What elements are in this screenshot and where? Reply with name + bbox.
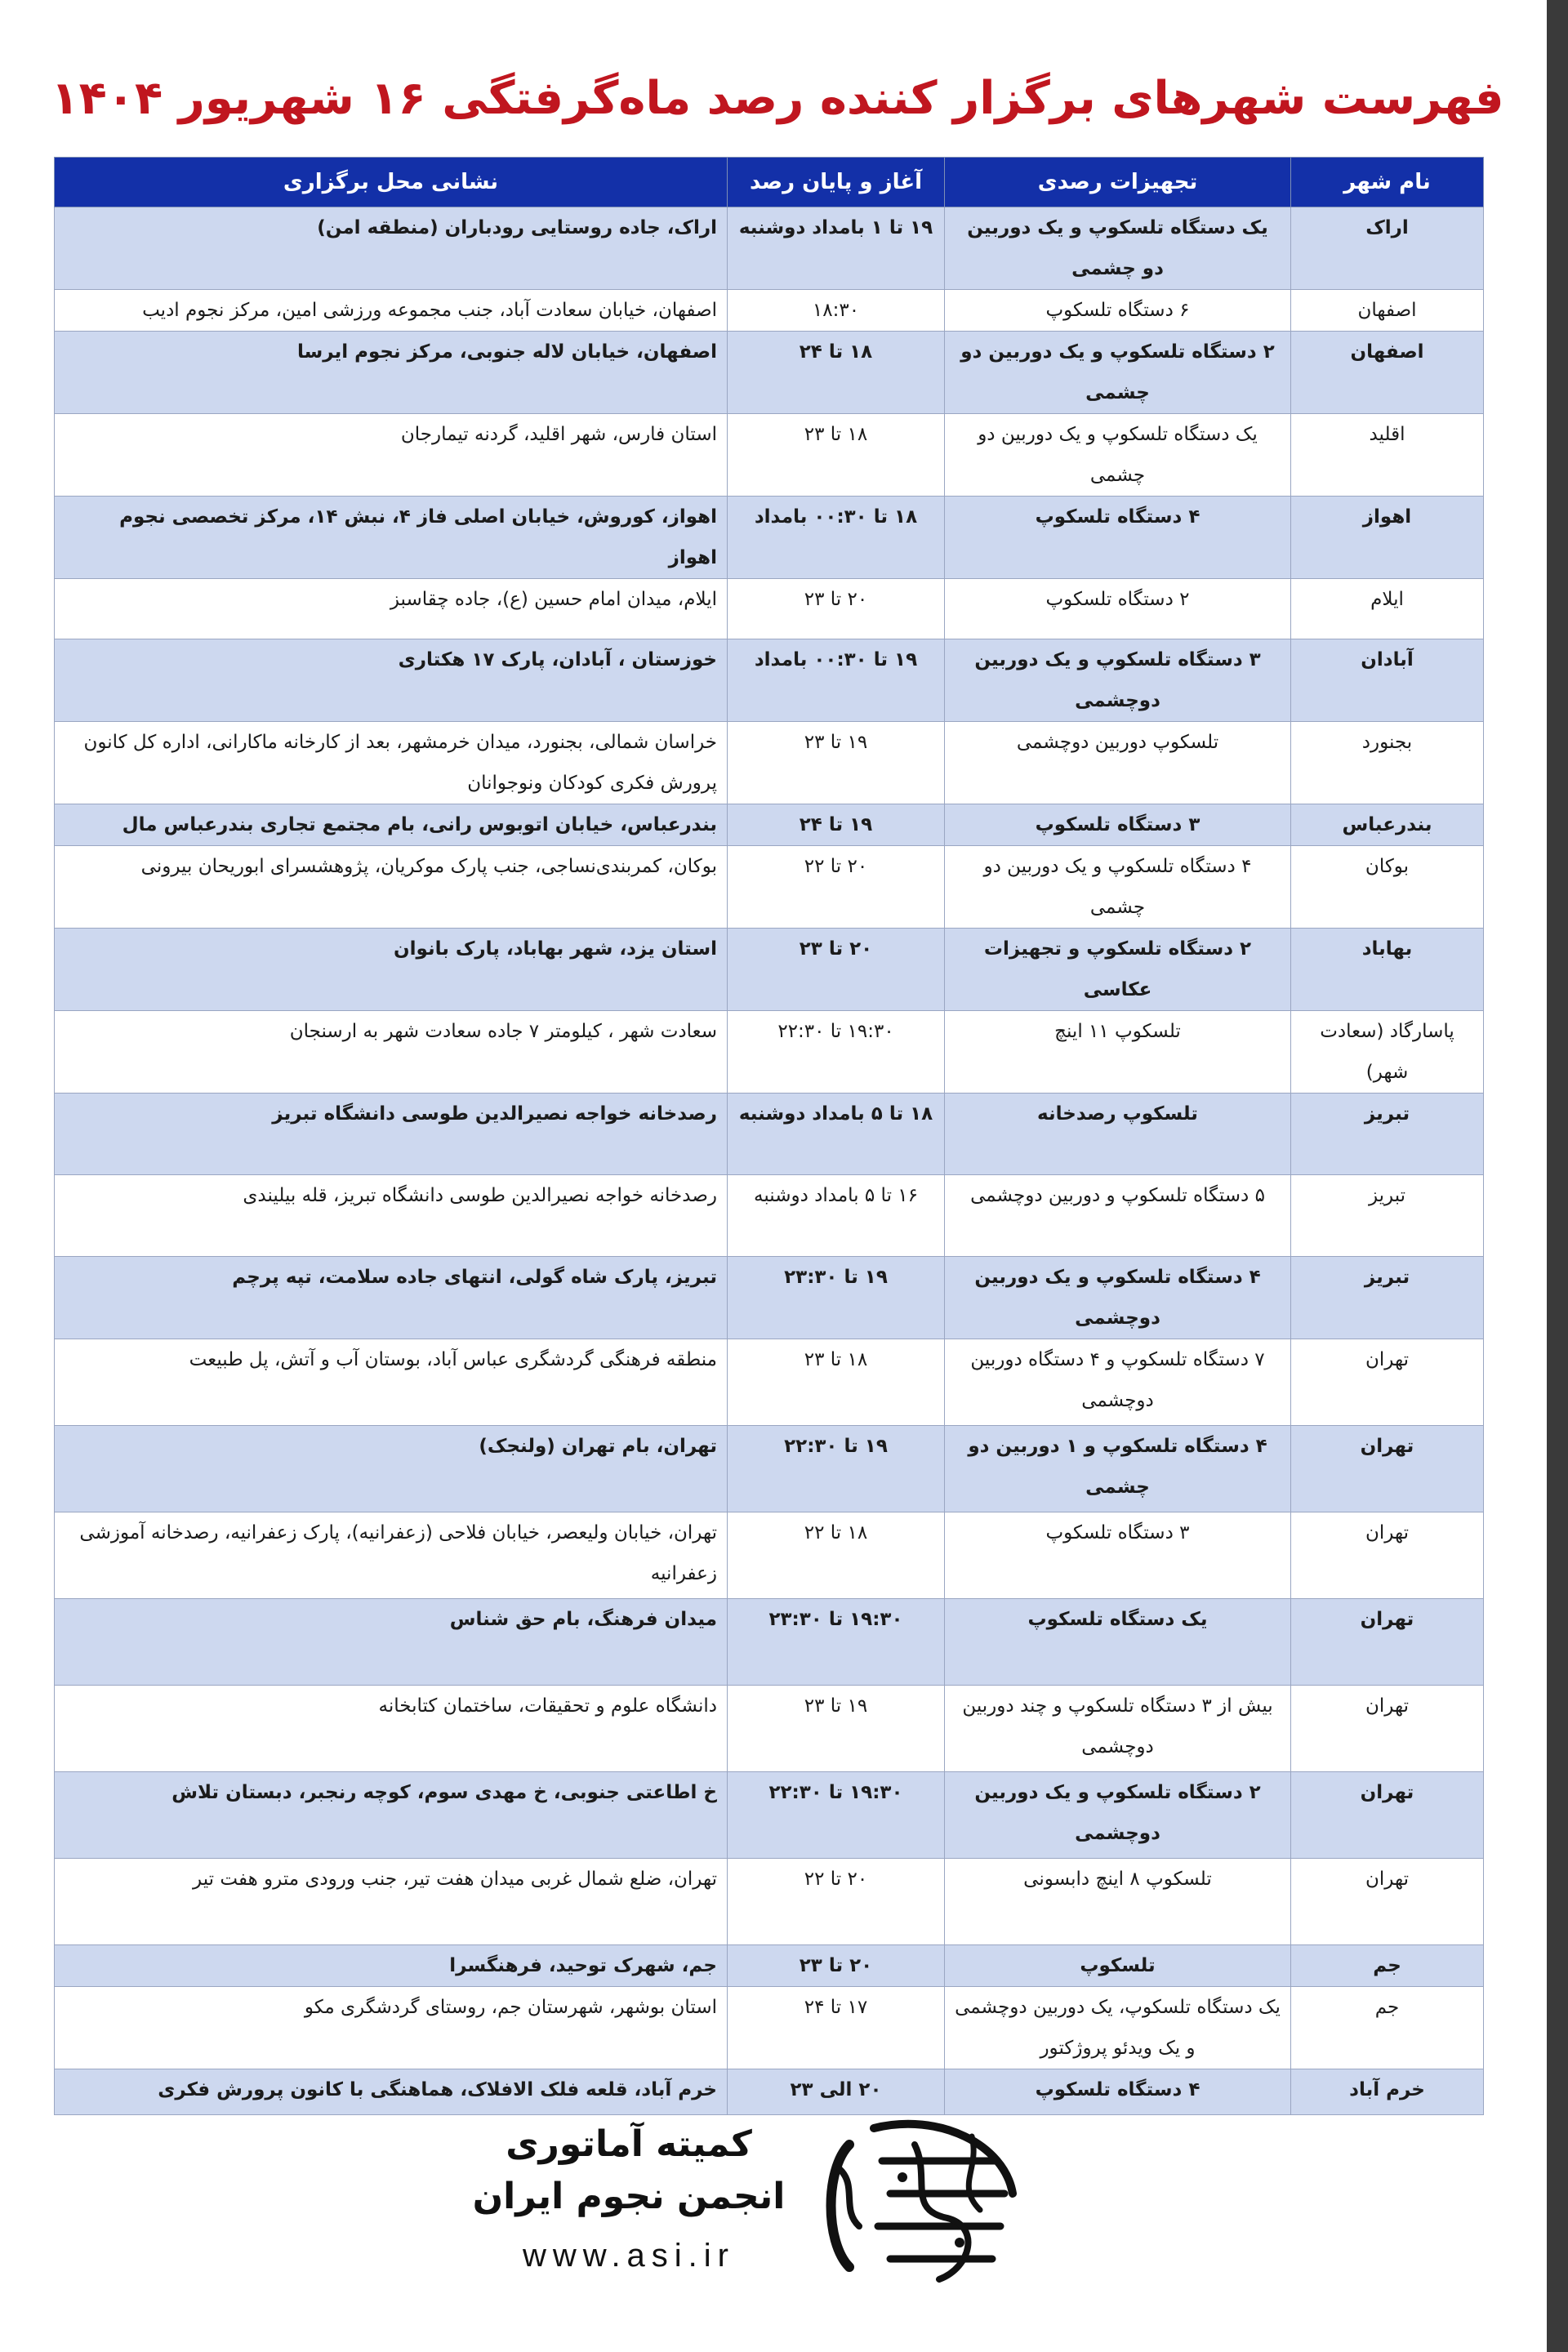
cell-address: بندرعباس، خیابان اتوبوس رانی، بام مجتمع تجاری بندرعباس مال xyxy=(55,804,728,846)
society-logo-icon xyxy=(817,2112,1029,2300)
table-header-row xyxy=(55,158,1484,207)
table-row xyxy=(55,639,1484,722)
table-row xyxy=(55,722,1484,804)
cell-city: اراک xyxy=(1291,207,1484,290)
table-row xyxy=(55,1987,1484,2069)
cell-time: ۱۷ تا ۲۴ xyxy=(728,1987,945,2069)
cell-address: اراک، جاده روستایی رودباران (منطقه امن) xyxy=(55,207,728,290)
footer-committee: کمیته آماتوری xyxy=(506,2123,752,2165)
cell-time: ۱۹ تا ۰۰:۳۰ بامداد xyxy=(728,639,945,722)
header-equipment: تجهیزات رصدی xyxy=(945,158,1291,207)
cell-equipment: ۳ دستگاه تلسکوپ xyxy=(945,804,1291,846)
table-row xyxy=(55,1339,1484,1426)
table-row xyxy=(55,1599,1484,1686)
cell-equipment: یک دستگاه تلسکوپ و یک دوربین دو چشمی xyxy=(945,414,1291,497)
table-row xyxy=(55,1094,1484,1175)
footer-society: انجمن نجوم ایران xyxy=(472,2176,786,2217)
cell-time: ۲۰ تا ۲۳ xyxy=(728,579,945,639)
cell-equipment: ۷ دستگاه تلسکوپ و ۴ دستگاه دوربین دوچشمی xyxy=(945,1339,1291,1426)
table-row xyxy=(55,929,1484,1011)
table-row xyxy=(55,1257,1484,1339)
cell-city: جم xyxy=(1291,1945,1484,1987)
table-row xyxy=(55,207,1484,290)
cell-city: اهواز xyxy=(1291,497,1484,579)
cell-equipment: ۲ دستگاه تلسکوپ و یک دوربین دوچشمی xyxy=(945,1772,1291,1859)
cell-address: خراسان شمالی، بجنورد، میدان خرمشهر، بعد از کارخانه ماکارانی، اداره کل کانون پرورش فکری کودکان ونوجوانان xyxy=(55,722,728,804)
cell-city: اصفهان xyxy=(1291,332,1484,414)
cell-time: ۱۸ تا ۲۲ xyxy=(728,1512,945,1599)
cell-equipment: ۴ دستگاه تلسکوپ و یک دوربین دو چشمی xyxy=(945,846,1291,929)
cell-time: ۱۹ تا ۱ بامداد دوشنبه xyxy=(728,207,945,290)
cell-equipment: ۴ دستگاه تلسکوپ xyxy=(945,2069,1291,2115)
cell-city: تهران xyxy=(1291,1426,1484,1512)
cell-time: ۱۸ تا ۵ بامداد دوشنبه xyxy=(728,1094,945,1175)
cell-equipment: یک دستگاه تلسکوپ و یک دوربین دو چشمی xyxy=(945,207,1291,290)
cell-address: بوکان، کمربندی‌نساجی، جنب پارک موکریان، پژوهشسرای ابوریحان بیرونی xyxy=(55,846,728,929)
cell-equipment: ۲ دستگاه تلسکوپ و تجهیزات عکاسی xyxy=(945,929,1291,1011)
cell-address: خ اطاعتی جنوبی، خ مهدی سوم، کوچه رنجبر، دبستان تلاش xyxy=(55,1772,728,1859)
cell-time: ۱۹:۳۰ تا ۲۲:۳۰ xyxy=(728,1011,945,1094)
cell-equipment: یک دستگاه تلسکوپ xyxy=(945,1599,1291,1686)
cell-equipment: ۴ دستگاه تلسکوپ و یک دوربین دوچشمی xyxy=(945,1257,1291,1339)
cell-address: اصفهان، خیابان لاله جنوبی، مرکز نجوم ایرسا xyxy=(55,332,728,414)
cell-time: ۱۸ تا ۲۴ xyxy=(728,332,945,414)
cell-address: میدان فرهنگ، بام حق شناس xyxy=(55,1599,728,1686)
cell-city: بهاباد xyxy=(1291,929,1484,1011)
table-row xyxy=(55,497,1484,579)
cell-address: تهران، ضلع شمال غربی میدان هفت تیر، جنب ورودی مترو هفت تیر xyxy=(55,1859,728,1945)
cell-city: بجنورد xyxy=(1291,722,1484,804)
table-row xyxy=(55,414,1484,497)
cell-time: ۲۰ تا ۲۳ xyxy=(728,929,945,1011)
footer xyxy=(457,2107,1045,2303)
cell-time: ۱۸ تا ۲۳ xyxy=(728,414,945,497)
cell-city: اصفهان xyxy=(1291,290,1484,332)
cell-address: استان بوشهر، شهرستان جم، روستای گردشگری مکو xyxy=(55,1987,728,2069)
cell-city: بوکان xyxy=(1291,846,1484,929)
cell-address: رصدخانه خواجه نصیرالدین طوسی دانشگاه تبریز xyxy=(55,1094,728,1175)
cell-address: تهران، بام تهران (ولنجک) xyxy=(55,1426,728,1512)
cell-time: ۲۰ تا ۲۲ xyxy=(728,1859,945,1945)
cell-time: ۱۸ تا ۰۰:۳۰ بامداد xyxy=(728,497,945,579)
cell-equipment: تلسکوپ xyxy=(945,1945,1291,1987)
cell-equipment: ۲ دستگاه تلسکوپ و یک دوربین دو چشمی xyxy=(945,332,1291,414)
cell-equipment: تلسکوپ ۱۱ اینچ xyxy=(945,1011,1291,1094)
cell-address: خرم آباد، قلعه فلک الافلاک، هماهنگی با کانون پرورش فکری xyxy=(55,2069,728,2115)
cell-equipment: ۳ دستگاه تلسکوپ xyxy=(945,1512,1291,1599)
cell-equipment: ۶ دستگاه تلسکوپ xyxy=(945,290,1291,332)
cell-equipment: بیش از ۳ دستگاه تلسکوپ و چند دوربین دوچشمی xyxy=(945,1686,1291,1772)
footer-website: www.asi.ir xyxy=(522,2238,736,2274)
cell-address: ایلام، میدان امام حسین (ع)، جاده چقاسبز xyxy=(55,579,728,639)
cell-address: استان یزد، شهر بهاباد، پارک بانوان xyxy=(55,929,728,1011)
table-row xyxy=(55,1859,1484,1945)
cell-time: ۲۰ تا ۲۳ xyxy=(728,1945,945,1987)
cell-city: بندرعباس xyxy=(1291,804,1484,846)
table-row xyxy=(55,1512,1484,1599)
cell-city: تبریز xyxy=(1291,1257,1484,1339)
cell-time: ۱۸ تا ۲۳ xyxy=(728,1339,945,1426)
table-body xyxy=(55,207,1484,2115)
cell-city: تهران xyxy=(1291,1599,1484,1686)
cell-city: تبریز xyxy=(1291,1175,1484,1257)
page-title: فهرست شهرهای برگزار کننده رصد ماه‌گرفتگی ۱۶ شهریور ۱۴۰۴ xyxy=(51,72,1504,125)
cell-address: تهران، خیابان ولیعصر، خیابان فلاحی (زعفرانیه)، پارک زعفرانیه، رصدخانه آموزشی زعفرانیه xyxy=(55,1512,728,1599)
table-row xyxy=(55,1686,1484,1772)
cell-time: ۱۹:۳۰ تا ۲۳:۳۰ xyxy=(728,1599,945,1686)
table-row xyxy=(55,1772,1484,1859)
cell-city: تبریز xyxy=(1291,1094,1484,1175)
cell-time: ۱۹:۳۰ تا ۲۲:۳۰ xyxy=(728,1772,945,1859)
cell-time: ۱۹ تا ۲۲:۳۰ xyxy=(728,1426,945,1512)
cities-table xyxy=(54,157,1484,2115)
table-row xyxy=(55,332,1484,414)
cell-city: تهران xyxy=(1291,1339,1484,1426)
cities-table-container xyxy=(54,157,1483,2115)
cell-time: ۲۰ الی ۲۳ xyxy=(728,2069,945,2115)
table-row xyxy=(55,1945,1484,1987)
table-row xyxy=(55,804,1484,846)
cell-address: رصدخانه خواجه نصیرالدین طوسی دانشگاه تبریز، قله بیلیندی xyxy=(55,1175,728,1257)
cell-city: تهران xyxy=(1291,1859,1484,1945)
cell-city: تهران xyxy=(1291,1686,1484,1772)
table-row xyxy=(55,1175,1484,1257)
header-address: نشانی محل برگزاری xyxy=(55,158,728,207)
table-row xyxy=(55,1426,1484,1512)
cell-city: پاسارگاد (سعادت شهر) xyxy=(1291,1011,1484,1094)
cell-address: جم، شهرک توحید، فرهنگسرا xyxy=(55,1945,728,1987)
cell-time: ۲۰ تا ۲۲ xyxy=(728,846,945,929)
cell-equipment: ۴ دستگاه تلسکوپ و ۱ دوربین دو چشمی xyxy=(945,1426,1291,1512)
cell-equipment: تلسکوپ ۸ اینچ دابسونی xyxy=(945,1859,1291,1945)
cell-city: آبادان xyxy=(1291,639,1484,722)
cell-equipment: ۲ دستگاه تلسکوپ xyxy=(945,579,1291,639)
cell-time: ۱۹ تا ۲۳:۳۰ xyxy=(728,1257,945,1339)
header-time: آغاز و پایان رصد xyxy=(728,158,945,207)
cell-city: ایلام xyxy=(1291,579,1484,639)
cell-address: دانشگاه علوم و تحقیقات، ساختمان کتابخانه xyxy=(55,1686,728,1772)
header-city: نام شهر xyxy=(1291,158,1484,207)
cell-time: ۱۶ تا ۵ بامداد دوشنبه xyxy=(728,1175,945,1257)
cell-time: ۱۹ تا ۲۴ xyxy=(728,804,945,846)
screen-edge xyxy=(1547,0,1568,2352)
cell-equipment: یک دستگاه تلسکوپ، یک دوربین دوچشمی و یک ویدئو پروژکتور xyxy=(945,1987,1291,2069)
table-row xyxy=(55,290,1484,332)
footer-text xyxy=(457,2107,800,2303)
cell-time: ۱۹ تا ۲۳ xyxy=(728,722,945,804)
cell-equipment: تلسکوپ رصدخانه xyxy=(945,1094,1291,1175)
cell-address: خوزستان ، آبادان، پارک ۱۷ هکتاری xyxy=(55,639,728,722)
cell-address: اهواز، کوروش، خیابان اصلی فاز ۴، نبش ۱۴، مرکز تخصصی نجوم اهواز xyxy=(55,497,728,579)
cell-address: منطقه فرهنگی گردشگری عباس آباد، بوستان آب و آتش، پل طبیعت xyxy=(55,1339,728,1426)
cell-time: ۱۹ تا ۲۳ xyxy=(728,1686,945,1772)
cell-address: سعادت شهر ، کیلومتر ۷ جاده سعادت شهر به ارسنجان xyxy=(55,1011,728,1094)
cell-equipment: ۴ دستگاه تلسکوپ xyxy=(945,497,1291,579)
cell-equipment: ۳ دستگاه تلسکوپ و یک دوربین دوچشمی xyxy=(945,639,1291,722)
cell-address: استان فارس، شهر اقلید، گردنه تیمارجان xyxy=(55,414,728,497)
cell-time: ۱۸:۳۰ xyxy=(728,290,945,332)
cell-city: جم xyxy=(1291,1987,1484,2069)
cell-city: خرم آباد xyxy=(1291,2069,1484,2115)
cell-city: تهران xyxy=(1291,1772,1484,1859)
cell-city: تهران xyxy=(1291,1512,1484,1599)
cell-city: اقلید xyxy=(1291,414,1484,497)
cell-equipment: ۵ دستگاه تلسکوپ و دوربین دوچشمی xyxy=(945,1175,1291,1257)
cell-address: اصفهان، خیابان سعادت آباد، جنب مجموعه ورزشی امین، مرکز نجوم ادیب xyxy=(55,290,728,332)
table-row xyxy=(55,846,1484,929)
cell-address: تبریز، پارک شاه گولی، انتهای جاده سلامت، تپه پرچم xyxy=(55,1257,728,1339)
cell-equipment: تلسکوپ دوربین دوچشمی xyxy=(945,722,1291,804)
table-row xyxy=(55,579,1484,639)
table-row xyxy=(55,1011,1484,1094)
